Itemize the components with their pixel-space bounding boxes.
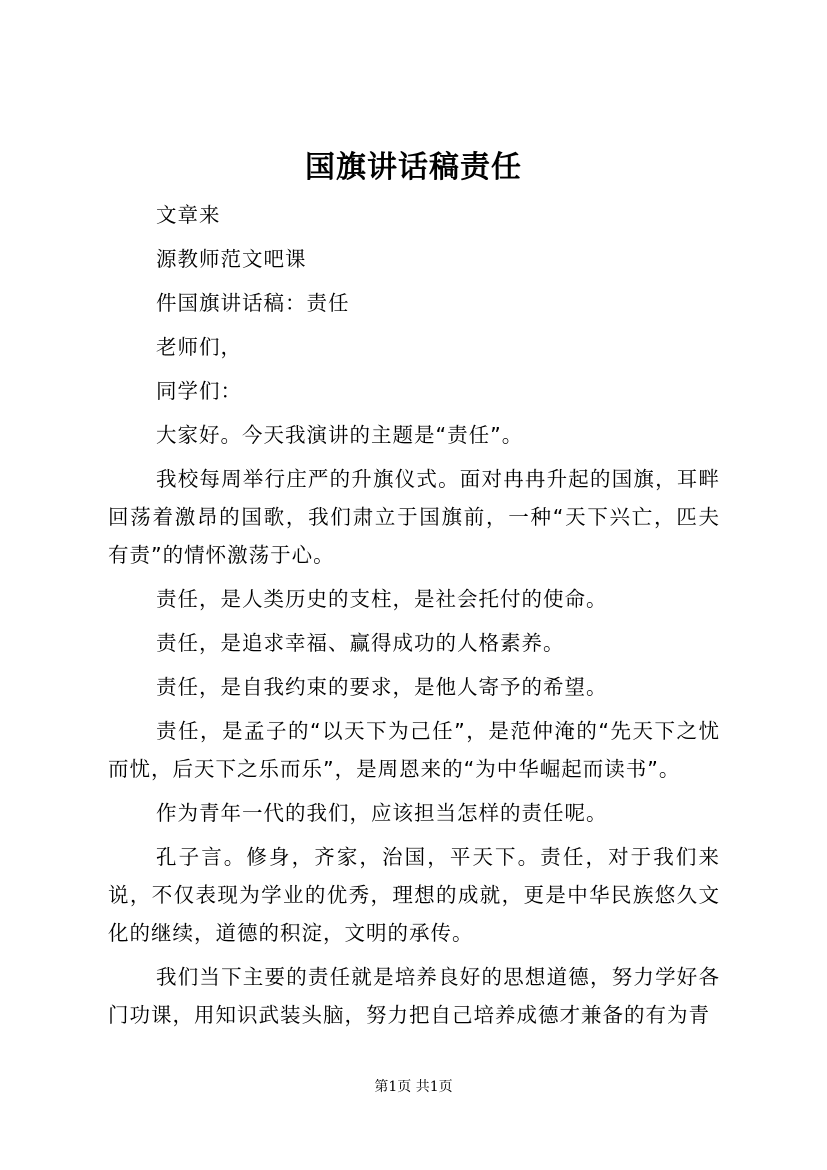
paragraph: 作为青年一代的我们，应该担当怎样的责任呢。: [156, 801, 608, 825]
paragraph: 孔子言。修身，齐家，治国，平天下。责任，对于我们来说，不仅表现为学业的优秀，理想的成就，更是中华民族悠久文化的继续，道德的积淀，文明的承传。: [108, 845, 720, 945]
paragraph: 我校每周举行庄严的升旗仪式。面对冉冉升起的国旗，耳畔回荡着激昂的国歌，我们肃立于国旗前，一种“天下兴亡，匹夫有责”的情怀激荡于心。: [108, 467, 720, 567]
paragraph: 责任，是孟子的“以天下为己任”，是范仲淹的“先天下之忧而忧，后天下之乐而乐”，是周恩来的“为中华崛起而读书”。: [108, 719, 720, 781]
paragraph: 责任，是追求幸福、赢得成功的人格素养。: [156, 631, 565, 655]
paragraph: 大家好。今天我演讲的主题是“责任”。: [156, 423, 524, 447]
paragraph: 责任，是自我约束的要求，是他人寄予的希望。: [156, 675, 608, 699]
paragraph: 责任，是人类历史的支柱，是社会托付的使命。: [156, 587, 608, 611]
paragraph: 源教师范文吧课: [156, 247, 307, 271]
document-body: [108, 196, 720, 1040]
document-title: 国旗讲话稿责任: [305, 150, 522, 185]
paragraph: 件国旗讲话稿：责任: [156, 291, 350, 315]
paragraph: 同学们：: [156, 379, 242, 403]
paragraph: 老师们，: [156, 335, 242, 359]
paragraph: 文章来: [156, 203, 221, 227]
paragraph: 我们当下主要的责任就是培养良好的思想道德，努力学好各门功课，用知识武装头脑，努力把自己培养成德才兼备的有为青: [108, 965, 720, 1027]
page-footer: 第1页 共1页: [374, 1079, 453, 1095]
